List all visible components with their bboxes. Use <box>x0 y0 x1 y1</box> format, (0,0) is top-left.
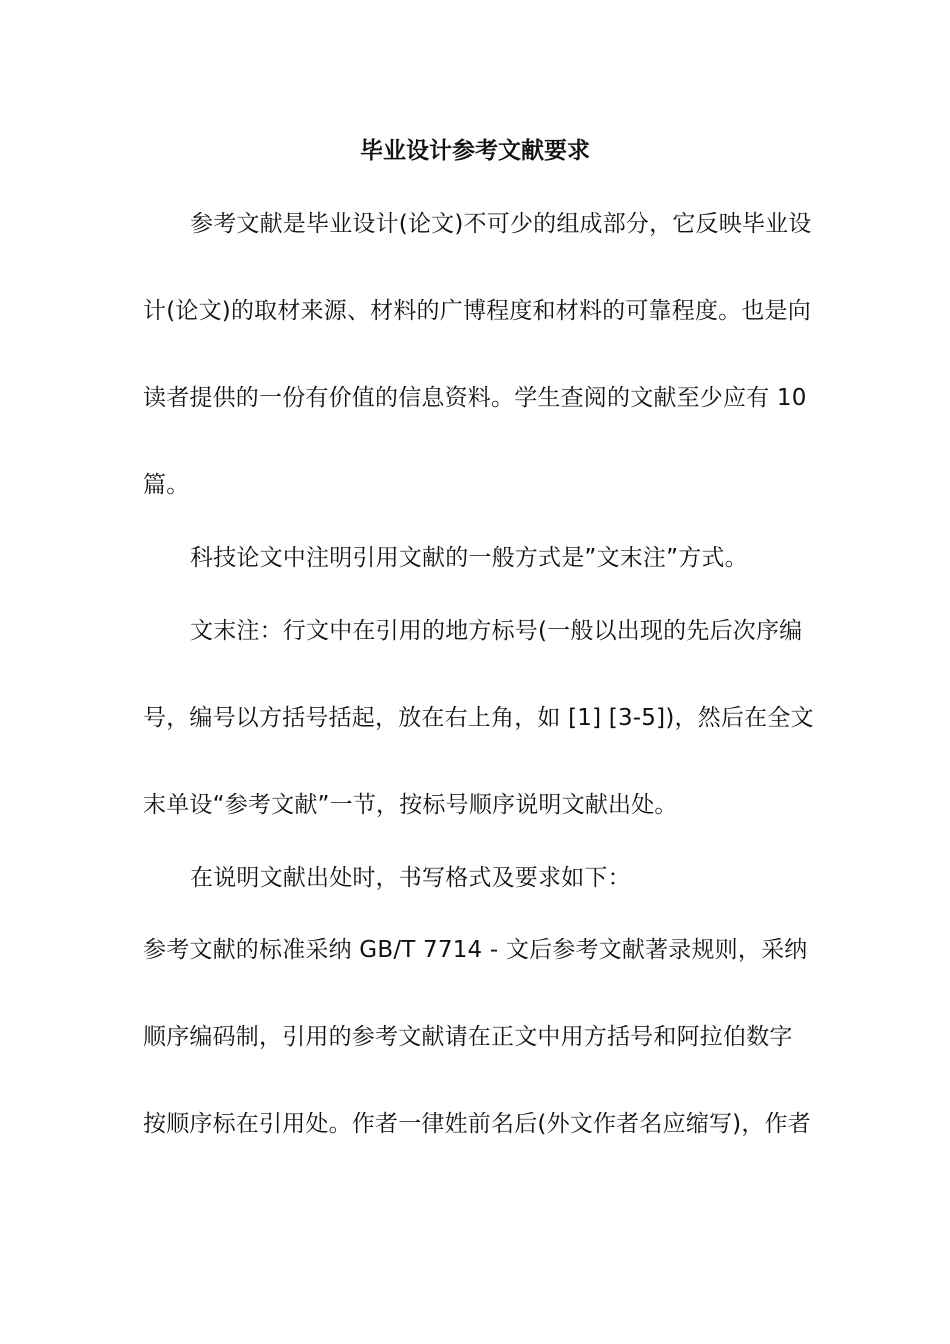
paragraph-line: 计(论文)的取材来源、材料的广博程度和材料的可靠程度。也是向 <box>143 298 811 324</box>
paragraph-line: 末单设“参考文献”一节，按标号顺序说明文献出处。 <box>143 792 678 818</box>
paragraph-line: 科技论文中注明引用文献的一般方式是”文末注”方式。 <box>190 545 748 571</box>
paragraph-line: 读者提供的一份有价值的信息资料。学生查阅的文献至少应有 10 <box>143 385 807 411</box>
paragraph-line: 顺序编码制，引用的参考文献请在正文中用方括号和阿拉伯数字 <box>143 1024 793 1050</box>
paragraph-line: 文末注：行文中在引用的地方标号(一般以出现的先后次序编 <box>190 618 803 644</box>
paragraph-line: 参考文献是毕业设计(论文)不可少的组成部分，它反映毕业设 <box>190 211 812 237</box>
paragraph-line: 按顺序标在引用处。作者一律姓前名后(外文作者名应缩写)，作者 <box>143 1111 811 1137</box>
paragraph-line: 号，编号以方括号括起，放在右上角，如 [1] [3-5])，然后在全文 <box>143 705 814 731</box>
paragraph-line: 篇。 <box>143 472 190 498</box>
paragraph-line: 参考文献的标准采纳 GB/T 7714 - 文后参考文献著录规则，采纳 <box>143 937 808 963</box>
document-title: 毕业设计参考文献要求 <box>360 138 590 164</box>
paragraph-line: 在说明文献出处时，书写格式及要求如下： <box>190 865 631 891</box>
